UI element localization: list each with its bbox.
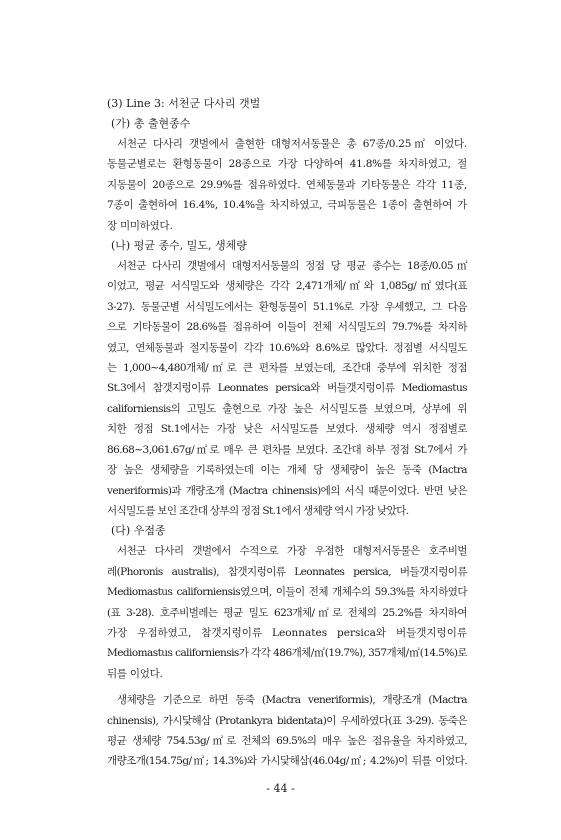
text-line: 7종이 출현하여 16.4%, 10.4%을 차지하였고, 극피동물은 1종이 출현하여 가 [107,199,467,212]
paragraph-total-species [107,134,467,236]
text-line: 으로 기타동물이 28.6%를 점유하여 이들이 전체 서식밀도의 79.7%를 차지하 [107,321,467,334]
text-line: 치한 정점 St.1에서는 가장 낮은 서식밀도를 보였다. 생체량 역시 정점별로 [107,423,467,436]
text-line: 레(Phoronis australis), 참갯지렁이류 Leonnates persica, 버들갯지렁이류 [107,565,467,578]
section-title: (3) Line 3: 서천군 다사리 갯벌 [107,97,261,110]
text-line: 이었고, 평균 서식밀도와 생체량은 각각 2,471개체/㎡와 1,085g/㎡였다(표 [107,280,467,293]
text-line: 장 높은 생체량을 기록하였는데 이는 개체 당 생체량이 높은 동죽 (Mactra [107,464,467,477]
text-line: Mediomastus californiensis가 각각 486개체/㎡(19.7%), 357개체/㎡(14.5%)로 [107,647,467,660]
subsection-title-dominant-species: (다) 우점종 [111,524,166,538]
text-line: chinensis), 가시닻해삼 (Protankyra bidentata)이 우세하였다(표 3-29). 동죽은 [107,714,467,727]
subsection-title-total-species: (가) 총 출현종수 [111,117,191,130]
text-line: 86.68∼3,061.67g/㎡로 매우 큰 편차를 보였다. 조간대 하부 정점 St.7에서 가 [107,443,467,456]
paragraph-dominant-by-abundance [107,541,467,684]
text-line: 장 미미하였다. [107,219,173,232]
page-number: - 44 - [266,782,295,795]
text-line: St.3에서 참갯지렁이류 Leonnates persica와 버들갯지렁이류 Mediomastus [107,382,467,395]
text-line: 였고, 연체동물과 절지동물이 각각 10.6%와 8.6%로 많았다. 정점별 서식밀도 [107,341,467,354]
text-line: 는 1,000∼4,480개체/㎡로 큰 편차를 보였는데, 조간대 중부에 위치한 정점 [107,362,467,375]
text-line: 개량조개(154.75g/㎡; 14.3%)와 가시닻해삼(46.04g/㎡; 4.2%)이 뒤를 이었다. [107,755,467,768]
text-line: 서천군 다사리 갯벌에서 출현한 대형저서동물은 총 67종/0.25㎡ 이었다. [117,138,467,150]
text-line: 서천군 다사리 갯벌에서 대형저서동물의 정점 당 평균 종수는 18종/0.05㎡ [117,260,467,273]
paragraph-dominant-by-biomass [107,690,467,772]
text-line: 서천군 다사리 갯벌에서 수적으로 가장 우점한 대형저서동물은 호주비벌 [117,545,467,558]
text-line: californiensis의 고밀도 출현으로 가장 높은 서식밀도를 보였으며, 상부에 위 [107,402,467,415]
text-line: (표 3-28). 호주비벌레는 평균 밀도 623개체/㎡로 전체의 25.2%를 차지하여 [107,606,467,619]
text-line: 지동물이 20종으로 29.9%를 점유하였다. 연체동물과 기타동물은 각각 11종, [107,178,467,191]
text-line: 생체량을 기준으로 하면 동죽 (Mactra veneriformis), 개량조개 (Mactra [117,694,467,707]
text-line: Mediomastus californiensis였으며, 이들이 전체 개체수의 59.3%를 차지하였다 [107,586,467,599]
subsection-title-mean-density-biomass: (나) 평균 종수, 밀도, 생체량 [111,239,247,253]
text-line: 가장 우점하였고, 참갯지렁이류 Leonnates persica와 버들갯지렁이류 [107,626,467,639]
text-line: 평균 생체량 754.53g/㎡로 전체의 69.5%의 매우 높은 점유율을 차지하였고, [107,734,467,747]
text-line: 동물군별로는 환형동물이 28종으로 가장 다양하여 41.8%를 차지하였고, 절 [107,158,467,171]
text-line: veneriformis)과 개량조개 (Mactra chinensis)에의 서식 때문이었다. 반면 낮은 [107,484,467,497]
paragraph-mean-density-biomass [107,256,467,521]
text-line: 서식밀도를 보인 조간대 상부의 정점 St.1에서 생체량 역시 가장 낮았다. [107,504,409,517]
page-content [107,94,467,772]
text-line: 뒤를 이었다. [107,667,163,680]
text-line: 3-27). 동물군별 서식밀도에서는 환형동물이 51.1%로 가장 우세했고, 그 다음 [107,300,467,313]
